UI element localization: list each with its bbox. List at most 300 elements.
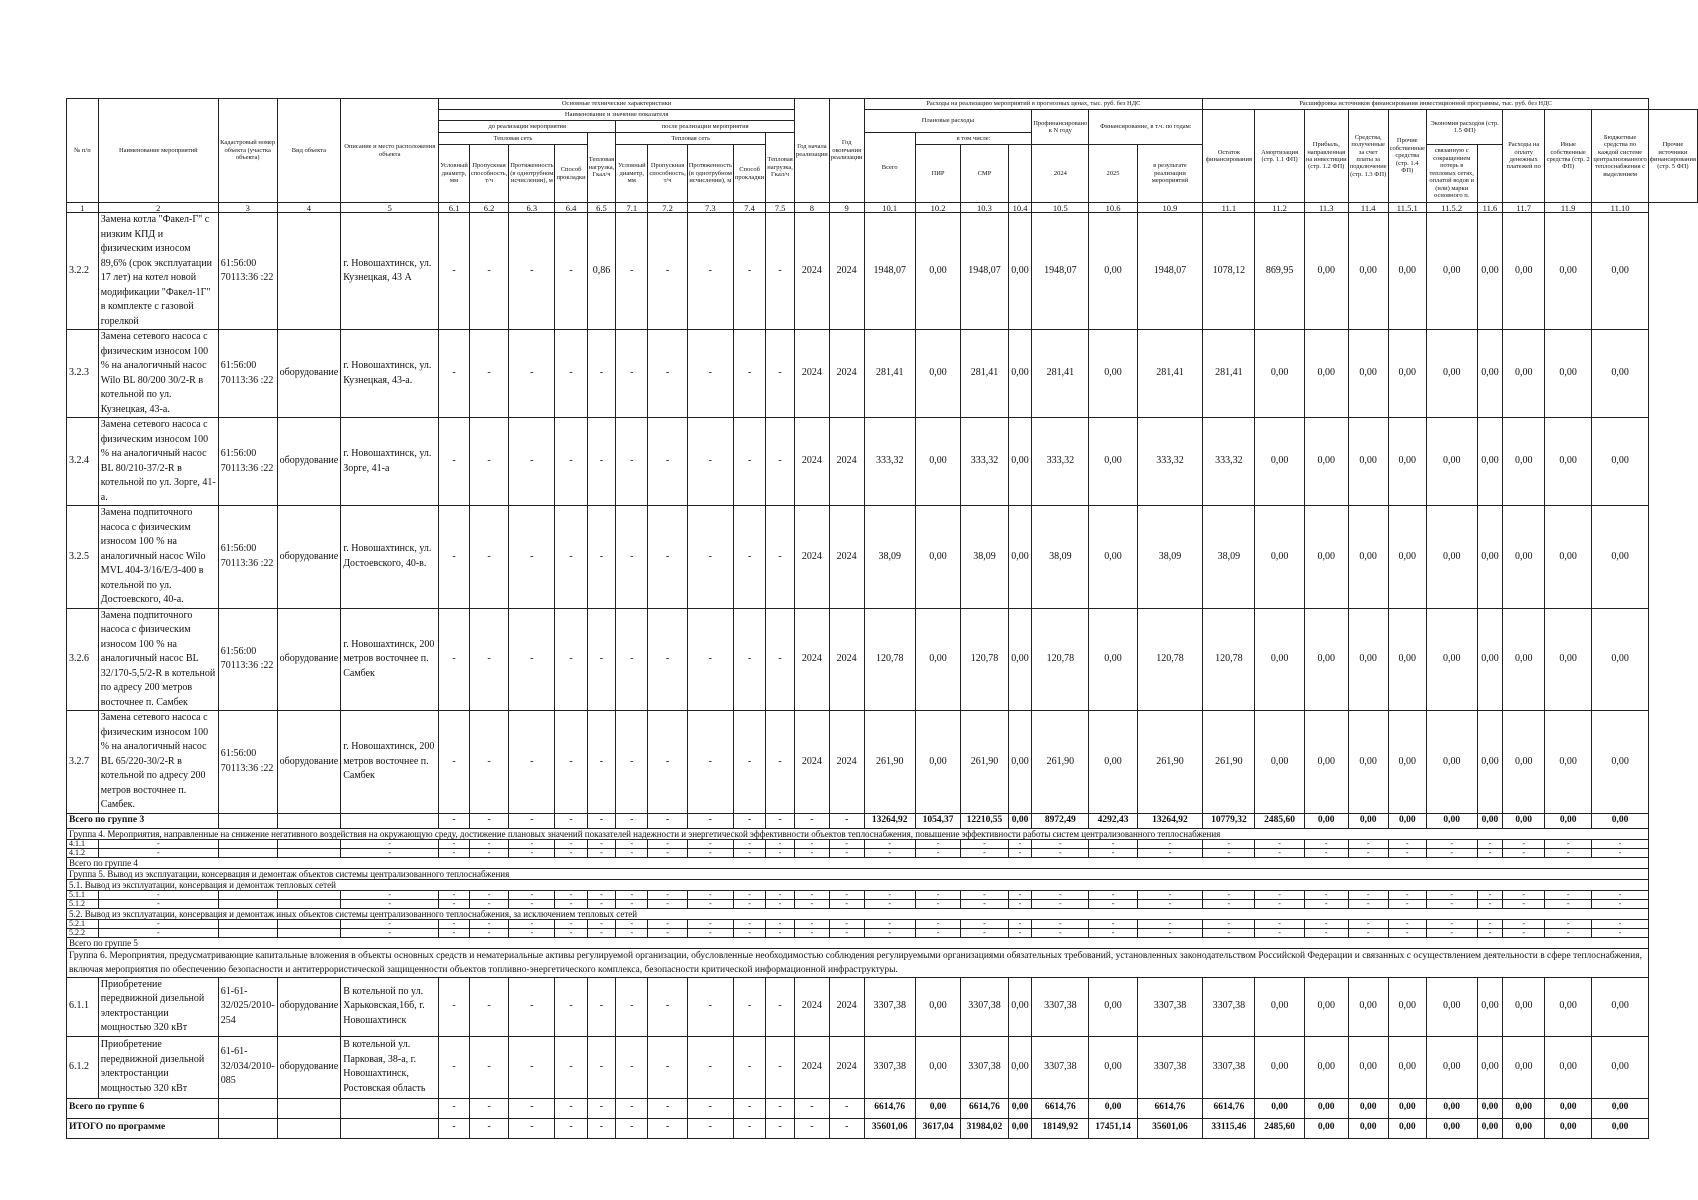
dash-cell: - (1137, 928, 1203, 937)
money-value: 3307,38 (961, 977, 1009, 1036)
measure-name: Приобретение передвижной дизельной электростанции мощностью 320 кВт (98, 977, 218, 1036)
table-row (67, 711, 1698, 814)
tech-value: - (509, 418, 555, 506)
dash-cell: - (587, 1098, 616, 1118)
dash-cell: - (648, 839, 687, 848)
dash-cell: - (616, 890, 648, 899)
total-value: 33115,46 (1203, 1118, 1255, 1138)
dash-cell: - (915, 928, 960, 937)
dash-cell: - (616, 919, 648, 928)
column-number: 1 (67, 203, 99, 213)
money-value: 38,09 (961, 506, 1009, 609)
dash-cell: - (1592, 919, 1648, 928)
cadastral-number: 61:56:00 70113:36 :22 (218, 213, 277, 330)
dash-cell: - (587, 848, 616, 857)
total-value: 0,00 (1304, 1118, 1348, 1138)
dash-cell: - (864, 899, 915, 908)
dash-cell: - (1388, 919, 1426, 928)
heat-net-after-header: Тепловая сеть (616, 133, 766, 145)
total-value: 0,00 (1304, 813, 1348, 828)
dash-cell: - (555, 839, 587, 848)
cadastral-number: 61:56:00 70113:36 :22 (218, 608, 277, 711)
empty-measure-row (67, 839, 1698, 848)
row-number: 3.2.4 (67, 418, 99, 506)
dash-cell: - (1008, 919, 1031, 928)
total-value: 2485,60 (1255, 1118, 1304, 1138)
total-value: 0,00 (1426, 1118, 1477, 1138)
year-2024-header: 2024 (1032, 145, 1089, 203)
col-location-header: Описание и место расположения объекта (341, 99, 439, 203)
money-value: 0,00 (1089, 1036, 1137, 1098)
dash-cell: - (864, 848, 915, 857)
money-value: 0,00 (1592, 213, 1648, 330)
planned-header: Плановые расходы (864, 110, 1032, 133)
money-value: 281,41 (1032, 330, 1089, 418)
dash-cell: - (648, 899, 687, 908)
money-value: 0,00 (1592, 506, 1648, 609)
dash-cell: - (616, 1118, 648, 1138)
dash-cell: - (687, 928, 733, 937)
column-number: 11.10 (1592, 203, 1648, 213)
total-value: 8972,49 (1032, 813, 1089, 828)
tech-value: - (469, 711, 508, 814)
dash-cell: - (341, 919, 439, 928)
dash-cell: - (648, 848, 687, 857)
dash-cell: - (1544, 899, 1591, 908)
column-number: 7.4 (733, 203, 765, 213)
dash-cell: - (1544, 848, 1591, 857)
group-title: Всего по группе 5 (67, 937, 1649, 948)
dash-cell: - (961, 890, 1009, 899)
dash-cell: - (616, 848, 648, 857)
tech-value: - (648, 418, 687, 506)
tech-value: - (766, 418, 795, 506)
money-value: 0,00 (1503, 418, 1545, 506)
column-number: 6.2 (469, 203, 508, 213)
total-value: 0,00 (1477, 1098, 1503, 1118)
tech-value: - (766, 608, 795, 711)
dash-cell: - (1592, 928, 1648, 937)
group-title: 5.1. Вывод из эксплуатации, консервация и демонтаж тепловых сетей (67, 879, 1649, 890)
dash-cell: - (469, 977, 508, 1036)
tech-value: - (587, 506, 616, 609)
tech-value: - (648, 506, 687, 609)
budget-header: Бюджетные средства по каждой системе централизованного теплоснабжения с выделением (1592, 110, 1648, 203)
money-value: 0,00 (1348, 330, 1388, 418)
dash-cell: - (1388, 899, 1426, 908)
column-number: 11.3 (1304, 203, 1348, 213)
dash-cell: - (509, 928, 555, 937)
empty-measure-row (67, 899, 1698, 908)
column-number: 10.9 (1137, 203, 1203, 213)
dash-cell: - (1304, 890, 1348, 899)
column-number: 7.1 (616, 203, 648, 213)
dash-cell: - (1592, 848, 1648, 857)
dash-cell: - (915, 899, 960, 908)
column-number: 6.1 (439, 203, 470, 213)
year-start: 2024 (794, 608, 829, 711)
dash-cell: - (587, 899, 616, 908)
measure-name: Замена сетевого насоса с физическим износом 100 % на аналогичный насос BL 65/220-30/2-R в котельной по адресу 200 метров восточнее п. Самбек. (98, 711, 218, 814)
money-value: 3307,38 (1032, 1036, 1089, 1098)
prof-header: Профинансировано к N году (1032, 110, 1089, 145)
dash-cell: - (733, 1118, 765, 1138)
money-value: 0,00 (1503, 1036, 1545, 1098)
money-value: 0,00 (915, 213, 960, 330)
group4-total-row (67, 857, 1698, 868)
row-number: 4.1.1 (67, 839, 99, 848)
dash-cell: - (509, 813, 555, 828)
column-number: 11.1 (1203, 203, 1255, 213)
col-cadastral-header: Кадастровый номер объекта (участка объекта) (218, 99, 277, 203)
object-location: В котельной по ул. Харьковская,16б, г. Новошахтинск (341, 977, 439, 1036)
heat-load-after-header: Тепловая нагрузка, Гкал/ч (766, 133, 795, 203)
dash-cell: - (1544, 890, 1591, 899)
money-value: 0,00 (1544, 506, 1591, 609)
object-location: г. Новошахтинск, 200 метров восточнее п. Самбек (341, 608, 439, 711)
row-number: 5.1.2 (67, 899, 99, 908)
money-value: 0,00 (1592, 711, 1648, 814)
total-value: 0,00 (1477, 1118, 1503, 1138)
dash-cell: - (1304, 848, 1348, 857)
dash-cell: - (1089, 899, 1137, 908)
money-value: 1948,07 (1137, 213, 1203, 330)
total-value: 0,00 (1592, 813, 1648, 828)
dash-cell: - (1255, 919, 1304, 928)
dash-cell: - (733, 839, 765, 848)
dash-cell: - (469, 899, 508, 908)
column-number: 8 (794, 203, 829, 213)
dash-cell: - (469, 1118, 508, 1138)
money-value: 0,00 (1348, 711, 1388, 814)
dash-cell: - (555, 1118, 587, 1138)
dash-cell: - (733, 1036, 765, 1098)
total-value: 0,00 (1348, 813, 1388, 828)
empty-cell (277, 919, 341, 928)
dash-cell: - (915, 839, 960, 848)
total-value: 0,00 (1544, 1098, 1591, 1118)
total-value: 0,00 (1008, 1118, 1031, 1138)
tech-value: - (587, 418, 616, 506)
total-value: 0,00 (1477, 813, 1503, 828)
money-value: 0,00 (1388, 977, 1426, 1036)
col-type-header: Вид объекта (277, 99, 341, 203)
money-value: 333,32 (1032, 418, 1089, 506)
empty-cell (218, 839, 277, 848)
dash-cell: - (1032, 919, 1089, 928)
total-header: Всего (864, 133, 915, 203)
money-value: 0,00 (1008, 418, 1031, 506)
dash-cell: - (439, 839, 470, 848)
measure-name: Замена подпиточного насоса с физическим износом 100 % на аналогичный насос Wilo MVL 404-3/16/E/3-400 в котельной по ул. Достоевского, 40-а. (98, 506, 218, 609)
money-value: 0,00 (1255, 418, 1304, 506)
year-end: 2024 (829, 330, 864, 418)
dash-cell: - (864, 919, 915, 928)
money-value: 120,78 (1203, 608, 1255, 711)
empty-cell (277, 928, 341, 937)
empty-cell (218, 890, 277, 899)
dash-cell: - (1255, 899, 1304, 908)
dash-cell: - (766, 928, 795, 937)
tech-value: - (687, 330, 733, 418)
dash-cell: - (439, 1118, 470, 1138)
tech-value: - (616, 418, 648, 506)
money-value: 0,00 (1348, 977, 1388, 1036)
dash-cell: - (1477, 848, 1503, 857)
money-value: 0,00 (1304, 213, 1348, 330)
group-title: Всего по группе 4 (67, 857, 1649, 868)
group6-title-row (67, 948, 1698, 977)
dash-cell: - (341, 839, 439, 848)
dash-cell: - (1203, 848, 1255, 857)
dash-cell: - (1477, 899, 1503, 908)
amort-header: Амортизация (стр. 1.1 ФП) (1255, 110, 1304, 203)
money-value: 0,00 (1503, 330, 1545, 418)
object-location: г. Новошахтинск, ул. Достоевского, 40-в. (341, 506, 439, 609)
cadastral-number: 61:56:00 70113:36 :22 (218, 418, 277, 506)
group-title: 5.2. Вывод из эксплуатации, консервация и демонтаж иных объектов системы централизованного теплоснабжения, за исключением тепловых сетей (67, 908, 1649, 919)
dash-cell: - (1426, 890, 1477, 899)
group-title: Группа 5. Вывод из эксплуатации, консервация и демонтаж объектов системы централизованного теплоснабжения (67, 868, 1649, 879)
year-start: 2024 (794, 330, 829, 418)
object-location: г. Новошахтинск, ул. Кузнецкая, 43-а. (341, 330, 439, 418)
money-value: 0,00 (1348, 418, 1388, 506)
dash-cell: - (555, 899, 587, 908)
dash-cell: - (439, 899, 470, 908)
dash-cell: - (587, 839, 616, 848)
dash-cell: - (1426, 848, 1477, 857)
dash-cell: - (1008, 928, 1031, 937)
group4-title-row (67, 828, 1698, 839)
money-value: 0,00 (1348, 213, 1388, 330)
group-title: Группа 6. Мероприятия, предусматривающие капитальные вложения в объекты основных средств и нематериальные активы регулируемой организации, обусловленные необходимостью соблюдения регулируемыми организациями обязательных требований, установленных законодательством Российской Федерации и связанных с осуществлением деятельности в сфере теплоснабжения, включая мероприятия по обеспечению безопасности и антитеррористической защищенности объектов топливно-энергетического комплекса, безопасности критической информационной инфраструктуры. (67, 948, 1649, 977)
year-start: 2024 (794, 418, 829, 506)
empty-cell (341, 1118, 439, 1138)
tech-value: - (509, 711, 555, 814)
grand-total-row (67, 1118, 1698, 1138)
col-name-header: Наименование мероприятий (98, 99, 218, 203)
empty-cell (341, 1098, 439, 1118)
tech-value: - (555, 608, 587, 711)
year-start-header: Год начала реализации (794, 99, 829, 203)
tech-value: - (648, 213, 687, 330)
year-end: 2024 (829, 213, 864, 330)
money-value: 333,32 (864, 418, 915, 506)
dash-cell: - (1592, 839, 1648, 848)
total-value: 13264,92 (864, 813, 915, 828)
dash-cell: - (864, 890, 915, 899)
column-number: 10.6 (1089, 203, 1137, 213)
other-src-header: Прочие источники финансирования (стр. 5 ФП) (1648, 110, 1697, 203)
column-number: 6.3 (509, 203, 555, 213)
empty-measure-row (67, 928, 1698, 937)
dash-cell: - (1089, 848, 1137, 857)
money-value: 3307,38 (1032, 977, 1089, 1036)
money-value: 120,78 (864, 608, 915, 711)
dash-cell: - (469, 839, 508, 848)
dash-cell: - (98, 848, 218, 857)
column-number: 10.1 (864, 203, 915, 213)
money-value: 0,00 (1089, 213, 1137, 330)
dash-cell: - (766, 839, 795, 848)
tech-value: - (648, 608, 687, 711)
dash-cell: - (648, 928, 687, 937)
dash-cell: - (439, 1036, 470, 1098)
money-value: 0,00 (1544, 213, 1591, 330)
year-end: 2024 (829, 977, 864, 1036)
dash-cell: - (1304, 928, 1348, 937)
dash-cell: - (1503, 890, 1545, 899)
empty-cell (277, 839, 341, 848)
dash-cell: - (687, 919, 733, 928)
year-start: 2024 (794, 711, 829, 814)
dash-cell: - (469, 813, 508, 828)
money-value: 0,00 (1089, 977, 1137, 1036)
money-value: 0,00 (1426, 977, 1477, 1036)
total-value: 0,00 (1426, 1098, 1477, 1118)
dash-cell: - (829, 1118, 864, 1138)
dash-cell: - (1137, 848, 1203, 857)
tech-value: - (648, 330, 687, 418)
empty-cell (218, 1118, 277, 1138)
dash-cell: - (915, 890, 960, 899)
dash-cell: - (1255, 839, 1304, 848)
total-value: 0,00 (1592, 1098, 1648, 1118)
money-value: 0,00 (1304, 330, 1348, 418)
dash-cell: - (616, 928, 648, 937)
tech-value: - (509, 213, 555, 330)
money-value: 3307,38 (1137, 977, 1203, 1036)
col-no-header: № п/п (67, 99, 99, 203)
money-value: 0,00 (1304, 608, 1348, 711)
money-value: 0,00 (1477, 977, 1503, 1036)
dash-cell: - (98, 899, 218, 908)
money-value: 0,00 (1089, 506, 1137, 609)
total-value: 0,00 (1503, 813, 1545, 828)
dash-cell: - (555, 977, 587, 1036)
dash-cell: - (794, 1098, 829, 1118)
column-number: 3 (218, 203, 277, 213)
dash-cell: - (1477, 890, 1503, 899)
dash-cell: - (509, 848, 555, 857)
money-value: 281,41 (1203, 330, 1255, 418)
money-value: 0,00 (1544, 418, 1591, 506)
money-value: 1948,07 (961, 213, 1009, 330)
total-value: 0,00 (1008, 1098, 1031, 1118)
empty-cell (277, 848, 341, 857)
money-value: 1948,07 (864, 213, 915, 330)
empty-cell (218, 813, 277, 828)
dash-cell: - (509, 1118, 555, 1138)
money-value: 0,00 (1503, 608, 1545, 711)
money-value: 120,78 (961, 608, 1009, 711)
money-value: 0,00 (1544, 711, 1591, 814)
money-value: 0,00 (1477, 608, 1503, 711)
total-value: 13264,92 (1137, 813, 1203, 828)
row-number: 5.2.2 (67, 928, 99, 937)
dash-cell: - (766, 1098, 795, 1118)
dash-cell: - (794, 890, 829, 899)
dash-cell: - (961, 919, 1009, 928)
total-value: 0,00 (1348, 1098, 1388, 1118)
column-numbers-row (67, 203, 1698, 213)
row-number: 3.2.7 (67, 711, 99, 814)
measure-name: Замена котла "Факел-Г" с низким КПД и физическим износом 89,6% (срок эксплуатации 17 лет) на котел новой модификации "Факел-1Г" в комплекте с газовой горелкой (98, 213, 218, 330)
object-type: оборудование (277, 1036, 341, 1098)
money-value: 0,00 (915, 977, 960, 1036)
money-value: 38,09 (1203, 506, 1255, 609)
dash-cell: - (794, 919, 829, 928)
diameter-after-header: Условный диаметр, мм (616, 145, 648, 203)
total-value: 0,00 (1503, 1098, 1545, 1118)
year-end: 2024 (829, 1036, 864, 1098)
dash-cell: - (1544, 919, 1591, 928)
money-value: 3307,38 (961, 1036, 1009, 1098)
dash-cell: - (687, 899, 733, 908)
money-value: 0,00 (1008, 608, 1031, 711)
empty-cell (341, 813, 439, 828)
money-value: 0,00 (1388, 506, 1426, 609)
tech-value: - (616, 506, 648, 609)
money-value: 0,00 (1477, 418, 1503, 506)
object-location: г. Новошахтинск, ул. Кузнецкая, 43 А (341, 213, 439, 330)
money-value: 0,00 (1255, 711, 1304, 814)
dash-cell: - (1348, 890, 1388, 899)
dash-cell: - (829, 899, 864, 908)
money-value: 0,00 (915, 418, 960, 506)
dash-cell: - (829, 919, 864, 928)
dash-cell: - (648, 977, 687, 1036)
dash-cell: - (1348, 839, 1388, 848)
total-value: 0,00 (1388, 1098, 1426, 1118)
object-type: оборудование (277, 711, 341, 814)
money-value: 0,00 (1426, 1036, 1477, 1098)
money-value: 0,00 (915, 330, 960, 418)
heat-power-header: Тепловая нагрузка, Гкал/ч (587, 133, 616, 203)
dash-cell: - (469, 1036, 508, 1098)
dash-cell: - (687, 1036, 733, 1098)
dash-cell: - (733, 890, 765, 899)
object-type: оборудование (277, 330, 341, 418)
dash-cell: - (1503, 848, 1545, 857)
dash-cell: - (1503, 928, 1545, 937)
column-number: 11.5.2 (1426, 203, 1477, 213)
dash-cell: - (915, 848, 960, 857)
dash-cell: - (1304, 839, 1348, 848)
object-type (277, 213, 341, 330)
sources-header: Расшифровка источников финансирования инвестиционной программы, тыс. руб. без НДС (1203, 99, 1649, 110)
empty-cell (277, 899, 341, 908)
dash-cell: - (1255, 890, 1304, 899)
dash-cell: - (794, 1118, 829, 1138)
money-value: 333,32 (1203, 418, 1255, 506)
column-number: 11.7 (1503, 203, 1545, 213)
dash-cell: - (794, 839, 829, 848)
money-value: 0,00 (1089, 711, 1137, 814)
dash-cell: - (1503, 919, 1545, 928)
column-number: 7.5 (766, 203, 795, 213)
total-value: 31984,02 (961, 1118, 1009, 1138)
tech-value: - (439, 330, 470, 418)
total-value: 2485,60 (1255, 813, 1304, 828)
dash-cell: - (98, 928, 218, 937)
column-number: 4 (277, 203, 341, 213)
tech-value: - (733, 418, 765, 506)
total-value: 4292,43 (1089, 813, 1137, 828)
dash-cell: - (733, 813, 765, 828)
money-value: 281,41 (961, 330, 1009, 418)
money-value: 0,00 (1304, 506, 1348, 609)
